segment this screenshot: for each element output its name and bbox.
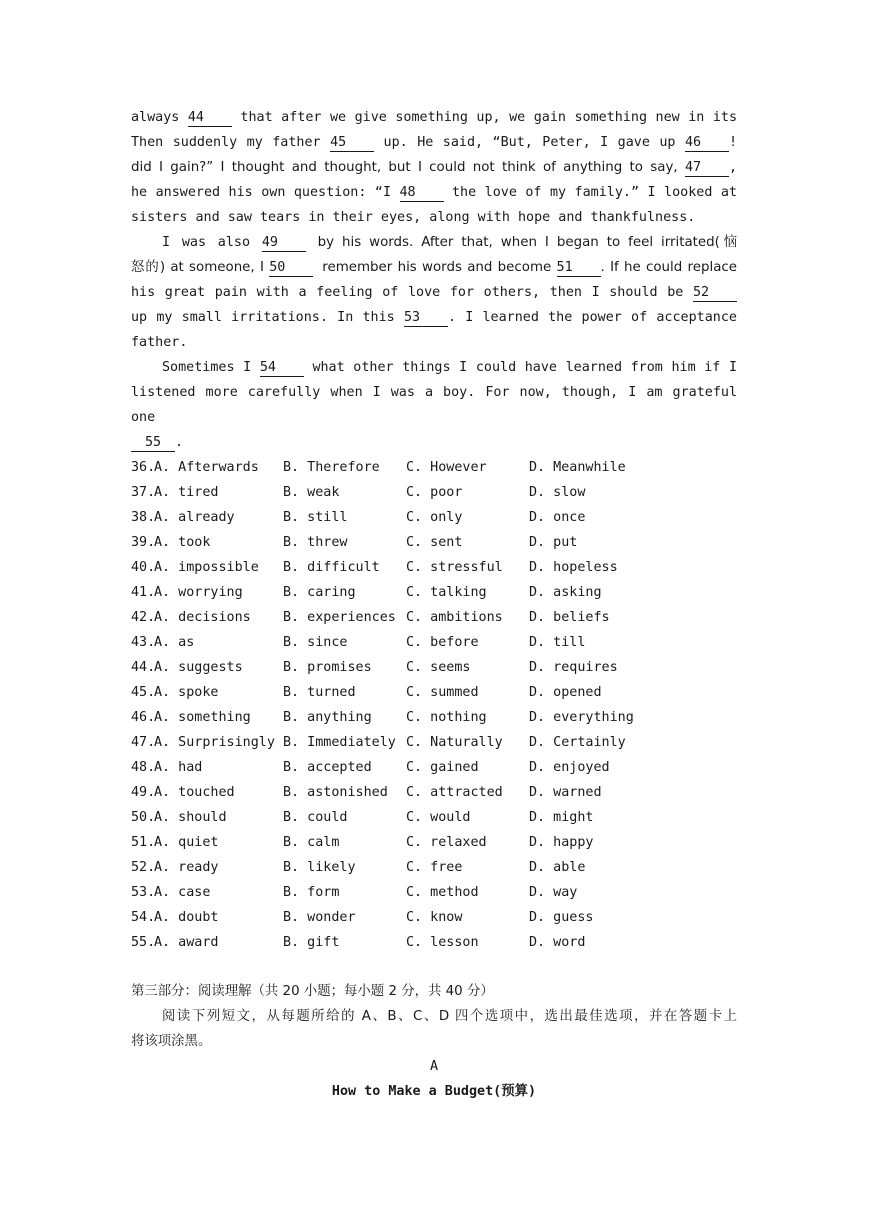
option-a: A. impossible (154, 560, 259, 575)
blank-47: 47 (685, 160, 729, 177)
option-d: D. once (529, 510, 586, 525)
option-row (131, 530, 737, 555)
passage-line: Then suddenly my father 45 up. He said, “But, Peter, I gave up 46 ! (131, 135, 737, 150)
option-d: D. Certainly (529, 735, 626, 750)
option-d: D. put (529, 535, 578, 550)
option-b: B. astonished (283, 785, 388, 800)
option-a: A. should (154, 810, 227, 825)
question-number: 51. (131, 835, 156, 850)
question-number: 55. (131, 935, 156, 950)
option-row (131, 480, 737, 505)
option-a: A. Surprisingly (154, 735, 275, 750)
option-a: A. had (154, 760, 203, 775)
option-row (131, 605, 737, 630)
blank-55: 55 (131, 435, 175, 452)
blank-44: 44 (188, 110, 232, 127)
passage-letter: A (429, 1059, 439, 1074)
option-d: D. Meanwhile (529, 460, 626, 475)
passage-line: always 44 that after we give something up, we gain something new in its (131, 110, 737, 125)
option-c: C. seems (406, 660, 471, 675)
passage-line: his great pain with a feeling of love for others, then I should be 52 (131, 280, 737, 305)
option-c: C. Naturally (406, 735, 503, 750)
option-c: C. only (406, 510, 463, 525)
option-a: A. award (154, 935, 219, 950)
option-row (131, 755, 737, 780)
option-b: B. still (283, 510, 348, 525)
question-number: 50. (131, 810, 156, 825)
option-row (131, 805, 737, 830)
question-number: 45. (131, 685, 156, 700)
passage-title: How to Make a Budget(预算) (331, 1084, 537, 1099)
option-c: C. know (406, 910, 463, 925)
passage-line: Sometimes I 54 what other things I could have learned from him if I (162, 360, 737, 375)
option-b: B. gift (283, 935, 340, 950)
option-b: B. wonder (283, 910, 356, 925)
question-number: 49. (131, 785, 156, 800)
option-row (131, 730, 737, 755)
option-d: D. hopeless (529, 560, 618, 575)
option-row (131, 830, 737, 855)
question-number: 43. (131, 635, 156, 650)
question-number: 41. (131, 585, 156, 600)
option-b: B. promises (283, 660, 372, 675)
option-d: D. able (529, 860, 586, 875)
option-b: B. caring (283, 585, 356, 600)
option-row (131, 705, 737, 730)
question-number: 44. (131, 660, 156, 675)
option-d: D. warned (529, 785, 602, 800)
option-c: C. talking (406, 585, 487, 600)
option-a: A. spoke (154, 685, 219, 700)
option-c: C. relaxed (406, 835, 487, 850)
question-number: 38. (131, 510, 156, 525)
option-b: B. likely (283, 860, 356, 875)
option-row (131, 655, 737, 680)
option-c: C. lesson (406, 935, 479, 950)
option-b: B. difficult (283, 560, 380, 575)
option-b: B. calm (283, 835, 340, 850)
option-row (131, 880, 737, 905)
section-instruction: 将该项涂黑。 (131, 1034, 212, 1049)
option-row (131, 930, 737, 955)
passage-line: one (131, 410, 156, 425)
option-c: C. method (406, 885, 479, 900)
options-list (131, 455, 737, 955)
option-d: D. guess (529, 910, 594, 925)
blank-54: 54 (260, 360, 304, 377)
option-d: D. everything (529, 710, 634, 725)
option-row (131, 905, 737, 930)
question-number: 36. (131, 460, 156, 475)
question-number: 48. (131, 760, 156, 775)
option-b: B. experiences (283, 610, 396, 625)
option-a: A. case (154, 885, 211, 900)
option-a: A. as (154, 635, 195, 650)
option-a: A. quiet (154, 835, 219, 850)
passage-line: I was also 49 by his words. After that, when I began to feel irritated(恼 (162, 235, 737, 250)
option-d: D. opened (529, 685, 602, 700)
question-number: 42. (131, 610, 156, 625)
blank-49: 49 (262, 235, 306, 252)
passage-line: 怒的) at someone, I 50 remember his words and become 51 . If he could replace (131, 260, 737, 275)
option-b: B. weak (283, 485, 340, 500)
passage-line: 55 . (131, 430, 737, 455)
option-d: D. till (529, 635, 586, 650)
option-row (131, 505, 737, 530)
option-d: D. asking (529, 585, 602, 600)
option-c: C. sent (406, 535, 463, 550)
option-b: B. since (283, 635, 348, 650)
option-row (131, 855, 737, 880)
option-a: A. something (154, 710, 251, 725)
option-c: C. free (406, 860, 463, 875)
option-a: A. Afterwards (154, 460, 259, 475)
option-row (131, 555, 737, 580)
option-row (131, 580, 737, 605)
option-b: B. threw (283, 535, 348, 550)
option-d: D. word (529, 935, 586, 950)
option-d: D. way (529, 885, 578, 900)
option-d: D. might (529, 810, 594, 825)
option-row (131, 780, 737, 805)
option-b: B. Therefore (283, 460, 380, 475)
option-b: B. form (283, 885, 340, 900)
blank-52: 52 (693, 285, 737, 302)
option-d: D. requires (529, 660, 618, 675)
option-c: C. attracted (406, 785, 503, 800)
blank-51: 51 (557, 260, 601, 277)
option-a: A. suggests (154, 660, 243, 675)
option-b: B. anything (283, 710, 372, 725)
passage-line: did I gain?” I thought and thought, but I could not think of anything to say, 47 , (131, 160, 737, 175)
option-a: A. tired (154, 485, 219, 500)
question-number: 40. (131, 560, 156, 575)
option-c: C. stressful (406, 560, 503, 575)
option-b: B. accepted (283, 760, 372, 775)
passage-line: sisters and saw tears in their eyes, along with hope and thankfulness. (131, 210, 696, 225)
passage-line: he answered his own question: “I 48 the love of my family.” I looked at (131, 185, 737, 200)
option-d: D. enjoyed (529, 760, 610, 775)
option-a: A. worrying (154, 585, 243, 600)
section-heading: 第三部分：阅读理解（共 20 小题；每小题 2 分，共 40 分） (131, 984, 494, 999)
option-d: D. slow (529, 485, 586, 500)
option-d: D. happy (529, 835, 594, 850)
passage-line: up my small irritations. In this 53 . I learned the power of acceptance (131, 310, 737, 325)
option-row (131, 455, 737, 480)
passage-line: father. (131, 335, 188, 350)
question-number: 53. (131, 885, 156, 900)
option-row (131, 630, 737, 655)
option-a: A. ready (154, 860, 219, 875)
option-b: B. could (283, 810, 348, 825)
section-instruction: 阅读下列短文，从每题所给的 A、B、C、D 四个选项中，选出最佳选项，并在答题卡上 (162, 1009, 737, 1024)
option-row (131, 680, 737, 705)
question-number: 39. (131, 535, 156, 550)
option-a: A. already (154, 510, 235, 525)
option-a: A. doubt (154, 910, 219, 925)
option-c: C. before (406, 635, 479, 650)
option-c: C. gained (406, 760, 479, 775)
passage-line: listened more carefully when I was a boy. For now, though, I am grateful (131, 385, 737, 400)
option-a: A. touched (154, 785, 235, 800)
blank-48: 48 (400, 185, 444, 202)
question-number: 37. (131, 485, 156, 500)
question-number: 47. (131, 735, 156, 750)
question-number: 52. (131, 860, 156, 875)
blank-46: 46 (685, 135, 729, 152)
option-b: B. turned (283, 685, 356, 700)
blank-50: 50 (269, 260, 313, 277)
document-page (131, 105, 737, 1104)
option-a: A. decisions (154, 610, 251, 625)
option-c: C. However (406, 460, 487, 475)
option-c: C. ambitions (406, 610, 503, 625)
option-c: C. poor (406, 485, 463, 500)
option-c: C. summed (406, 685, 479, 700)
question-number: 54. (131, 910, 156, 925)
option-c: C. nothing (406, 710, 487, 725)
option-b: B. Immediately (283, 735, 396, 750)
option-c: C. would (406, 810, 471, 825)
question-number: 46. (131, 710, 156, 725)
blank-45: 45 (330, 135, 374, 152)
option-a: A. took (154, 535, 211, 550)
blank-53: 53 (404, 310, 448, 327)
option-d: D. beliefs (529, 610, 610, 625)
